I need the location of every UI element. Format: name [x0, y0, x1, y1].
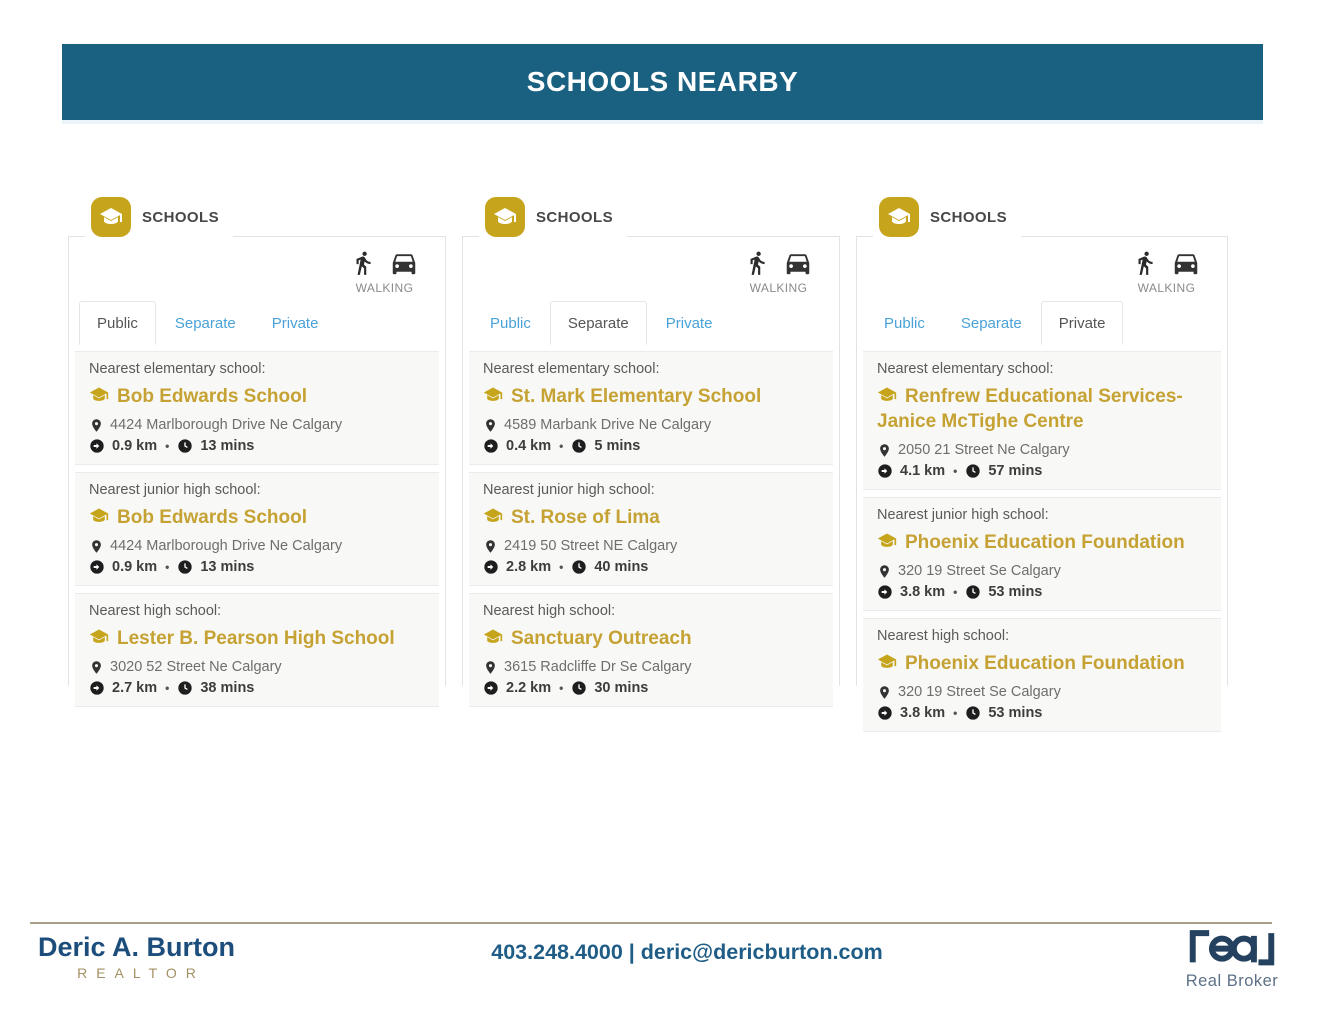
school-distance-row	[89, 438, 425, 454]
school-name: Renfrew Educational Services-Janice McTighe Centre	[877, 386, 1183, 432]
school-name-row	[877, 651, 1207, 676]
school-distance-row	[877, 584, 1207, 600]
tab-public[interactable]: Public	[884, 314, 925, 332]
car-icon[interactable]	[1171, 248, 1201, 278]
tab-bar	[867, 301, 1227, 345]
school-name: Lester B. Pearson High School	[117, 628, 395, 649]
school-travel-time: 53 mins	[988, 584, 1043, 600]
separator-dot: •	[953, 706, 958, 720]
distance-icon	[483, 559, 499, 575]
section-label: Nearest junior high school:	[877, 507, 1049, 523]
graduation-cap-badge-icon	[91, 197, 131, 237]
school-section	[469, 351, 833, 465]
school-section	[469, 593, 833, 707]
location-pin-icon	[877, 685, 892, 700]
school-address: 4424 Marlborough Drive Ne Calgary	[110, 538, 343, 554]
distance-icon	[877, 584, 893, 600]
tab-private[interactable]: Private	[1041, 301, 1124, 345]
distance-icon	[483, 438, 499, 454]
graduation-cap-icon	[89, 385, 109, 405]
school-name-row	[877, 530, 1207, 555]
school-sections	[75, 351, 439, 707]
school-name-row	[89, 384, 425, 409]
distance-icon	[89, 559, 105, 575]
graduation-cap-icon	[877, 385, 897, 405]
separator-dot: •	[953, 464, 958, 478]
school-address: 4424 Marlborough Drive Ne Calgary	[110, 417, 343, 433]
clock-icon	[177, 438, 193, 454]
schools-card	[856, 208, 1228, 721]
tab-bar	[79, 301, 445, 345]
school-travel-time: 57 mins	[988, 463, 1043, 479]
school-name-row	[483, 626, 819, 651]
walking-icon[interactable]	[744, 250, 770, 276]
travel-mode-icons	[350, 248, 419, 278]
schools-card	[462, 208, 840, 696]
school-section	[75, 472, 439, 586]
school-address: 320 19 Street Se Calgary	[898, 563, 1061, 579]
walking-icon[interactable]	[350, 250, 376, 276]
card-legend	[873, 195, 1021, 239]
brokerage-name: Real Broker	[1185, 972, 1279, 990]
school-distance: 0.9 km	[112, 559, 158, 575]
school-name: St. Mark Elementary School	[511, 386, 762, 407]
school-address-row	[483, 417, 819, 433]
location-pin-icon	[483, 660, 498, 675]
walking-mode-label: WALKING	[1137, 281, 1196, 295]
separator-dot: •	[559, 439, 564, 453]
clock-icon	[177, 680, 193, 696]
school-travel-time: 30 mins	[594, 680, 649, 696]
section-label: Nearest high school:	[89, 603, 222, 619]
card-legend-label: SCHOOLS	[536, 208, 613, 226]
school-travel-time: 13 mins	[200, 559, 255, 575]
tab-bar	[473, 301, 839, 345]
distance-icon	[89, 438, 105, 454]
school-name: St. Rose of Lima	[511, 507, 660, 528]
school-name-row	[89, 505, 425, 530]
tab-public[interactable]: Public	[490, 314, 531, 332]
school-distance: 3.8 km	[900, 705, 946, 721]
clock-icon	[571, 680, 587, 696]
school-address-row	[89, 659, 425, 675]
school-distance-row	[877, 705, 1207, 721]
tab-separate[interactable]: Separate	[174, 314, 236, 332]
school-name-row	[89, 626, 425, 651]
card-legend	[479, 195, 627, 239]
location-pin-icon	[877, 564, 892, 579]
school-distance-row	[483, 680, 819, 696]
tab-separate[interactable]: Separate	[960, 314, 1022, 332]
school-distance: 2.8 km	[506, 559, 552, 575]
school-address: 3615 Radcliffe Dr Se Calgary	[504, 659, 692, 675]
school-address-row	[89, 538, 425, 554]
graduation-cap-icon	[89, 627, 109, 647]
cards-row	[68, 208, 1228, 721]
location-pin-icon	[89, 539, 104, 554]
travel-mode-toggle	[350, 248, 419, 295]
clock-icon	[571, 438, 587, 454]
footer-divider	[30, 922, 1272, 924]
school-travel-time: 5 mins	[594, 438, 641, 454]
graduation-cap-badge-icon	[485, 197, 525, 237]
school-distance: 2.7 km	[112, 680, 158, 696]
school-section	[75, 351, 439, 465]
title-bar	[62, 44, 1263, 124]
school-section	[863, 351, 1221, 490]
separator-dot: •	[165, 439, 170, 453]
school-section	[75, 593, 439, 707]
distance-icon	[89, 680, 105, 696]
location-pin-icon	[89, 660, 104, 675]
walking-mode-label: WALKING	[355, 281, 414, 295]
clock-icon	[965, 463, 981, 479]
school-address: 2419 50 Street NE Calgary	[504, 538, 678, 554]
school-address-row	[877, 442, 1207, 458]
walking-icon[interactable]	[1132, 250, 1158, 276]
school-sections	[469, 351, 833, 707]
tab-separate[interactable]: Separate	[550, 301, 647, 345]
location-pin-icon	[89, 418, 104, 433]
agent-title: REALTOR	[77, 965, 205, 981]
clock-icon	[965, 584, 981, 600]
school-section	[469, 472, 833, 586]
school-name-row	[877, 384, 1207, 434]
separator-dot: •	[953, 585, 958, 599]
distance-icon	[483, 680, 499, 696]
section-label: Nearest elementary school:	[483, 361, 660, 377]
contact-info: 403.248.4000 | deric@dericburton.com	[491, 940, 883, 964]
graduation-cap-icon	[483, 627, 503, 647]
walking-mode-label: WALKING	[749, 281, 808, 295]
clock-icon	[571, 559, 587, 575]
card-legend-label: SCHOOLS	[930, 208, 1007, 226]
school-name: Phoenix Education Foundation	[905, 532, 1185, 553]
location-pin-icon	[483, 539, 498, 554]
separator-dot: •	[165, 681, 170, 695]
graduation-cap-icon	[877, 652, 897, 672]
location-pin-icon	[483, 418, 498, 433]
page-title: SCHOOLS NEARBY	[526, 66, 799, 97]
school-name: Phoenix Education Foundation	[905, 653, 1185, 674]
school-distance-row	[89, 559, 425, 575]
distance-icon	[877, 463, 893, 479]
car-icon[interactable]	[389, 248, 419, 278]
section-label: Nearest elementary school:	[877, 361, 1054, 377]
school-address: 2050 21 Street Ne Calgary	[898, 442, 1070, 458]
school-name: Bob Edwards School	[117, 507, 308, 528]
school-address: 320 19 Street Se Calgary	[898, 684, 1061, 700]
school-address: 3020 52 Street Ne Calgary	[110, 659, 282, 675]
school-distance-row	[483, 559, 819, 575]
graduation-cap-icon	[483, 385, 503, 405]
school-distance-row	[483, 438, 819, 454]
clock-icon	[177, 559, 193, 575]
section-label: Nearest elementary school:	[89, 361, 266, 377]
tab-private[interactable]: Private	[271, 314, 319, 332]
school-travel-time: 13 mins	[200, 438, 255, 454]
graduation-cap-badge-icon	[879, 197, 919, 237]
graduation-cap-icon	[877, 531, 897, 551]
school-name: Bob Edwards School	[117, 386, 308, 407]
school-name-row	[483, 384, 819, 409]
card-legend	[85, 195, 233, 239]
section-label: Nearest junior high school:	[89, 482, 261, 498]
school-address-row	[483, 538, 819, 554]
separator-dot: •	[559, 560, 564, 574]
separator-dot: •	[559, 681, 564, 695]
school-address-row	[877, 563, 1207, 579]
school-distance: 3.8 km	[900, 584, 946, 600]
school-address-row	[483, 659, 819, 675]
section-label: Nearest high school:	[483, 603, 616, 619]
card-legend-label: SCHOOLS	[142, 208, 219, 226]
graduation-cap-icon	[89, 506, 109, 526]
real-logo-icon	[1186, 924, 1278, 966]
section-label: Nearest junior high school:	[483, 482, 655, 498]
school-section	[863, 497, 1221, 611]
school-section	[863, 618, 1221, 732]
graduation-cap-icon	[483, 506, 503, 526]
school-travel-time: 38 mins	[200, 680, 255, 696]
school-address-row	[89, 417, 425, 433]
school-name: Sanctuary Outreach	[511, 628, 692, 649]
school-travel-time: 40 mins	[594, 559, 649, 575]
travel-mode-icons	[744, 248, 813, 278]
brokerage-logo	[1184, 924, 1280, 991]
school-sections	[863, 351, 1221, 732]
distance-icon	[877, 705, 893, 721]
school-distance: 0.9 km	[112, 438, 158, 454]
location-pin-icon	[877, 443, 892, 458]
travel-mode-icons	[1132, 248, 1201, 278]
tab-public[interactable]: Public	[79, 301, 156, 345]
school-distance-row	[877, 463, 1207, 479]
school-address: 4589 Marbank Drive Ne Calgary	[504, 417, 712, 433]
car-icon[interactable]	[783, 248, 813, 278]
clock-icon	[965, 705, 981, 721]
section-label: Nearest high school:	[877, 628, 1010, 644]
separator-dot: •	[165, 560, 170, 574]
agent-name: Deric A. Burton	[38, 932, 236, 962]
school-address-row	[877, 684, 1207, 700]
schools-card	[68, 208, 446, 696]
school-name-row	[483, 505, 819, 530]
travel-mode-toggle	[744, 248, 813, 295]
school-distance: 2.2 km	[506, 680, 552, 696]
tab-private[interactable]: Private	[665, 314, 713, 332]
school-travel-time: 53 mins	[988, 705, 1043, 721]
agent-block	[38, 932, 235, 981]
school-distance: 4.1 km	[900, 463, 946, 479]
school-distance: 0.4 km	[506, 438, 552, 454]
school-distance-row	[89, 680, 425, 696]
travel-mode-toggle	[1132, 248, 1201, 295]
